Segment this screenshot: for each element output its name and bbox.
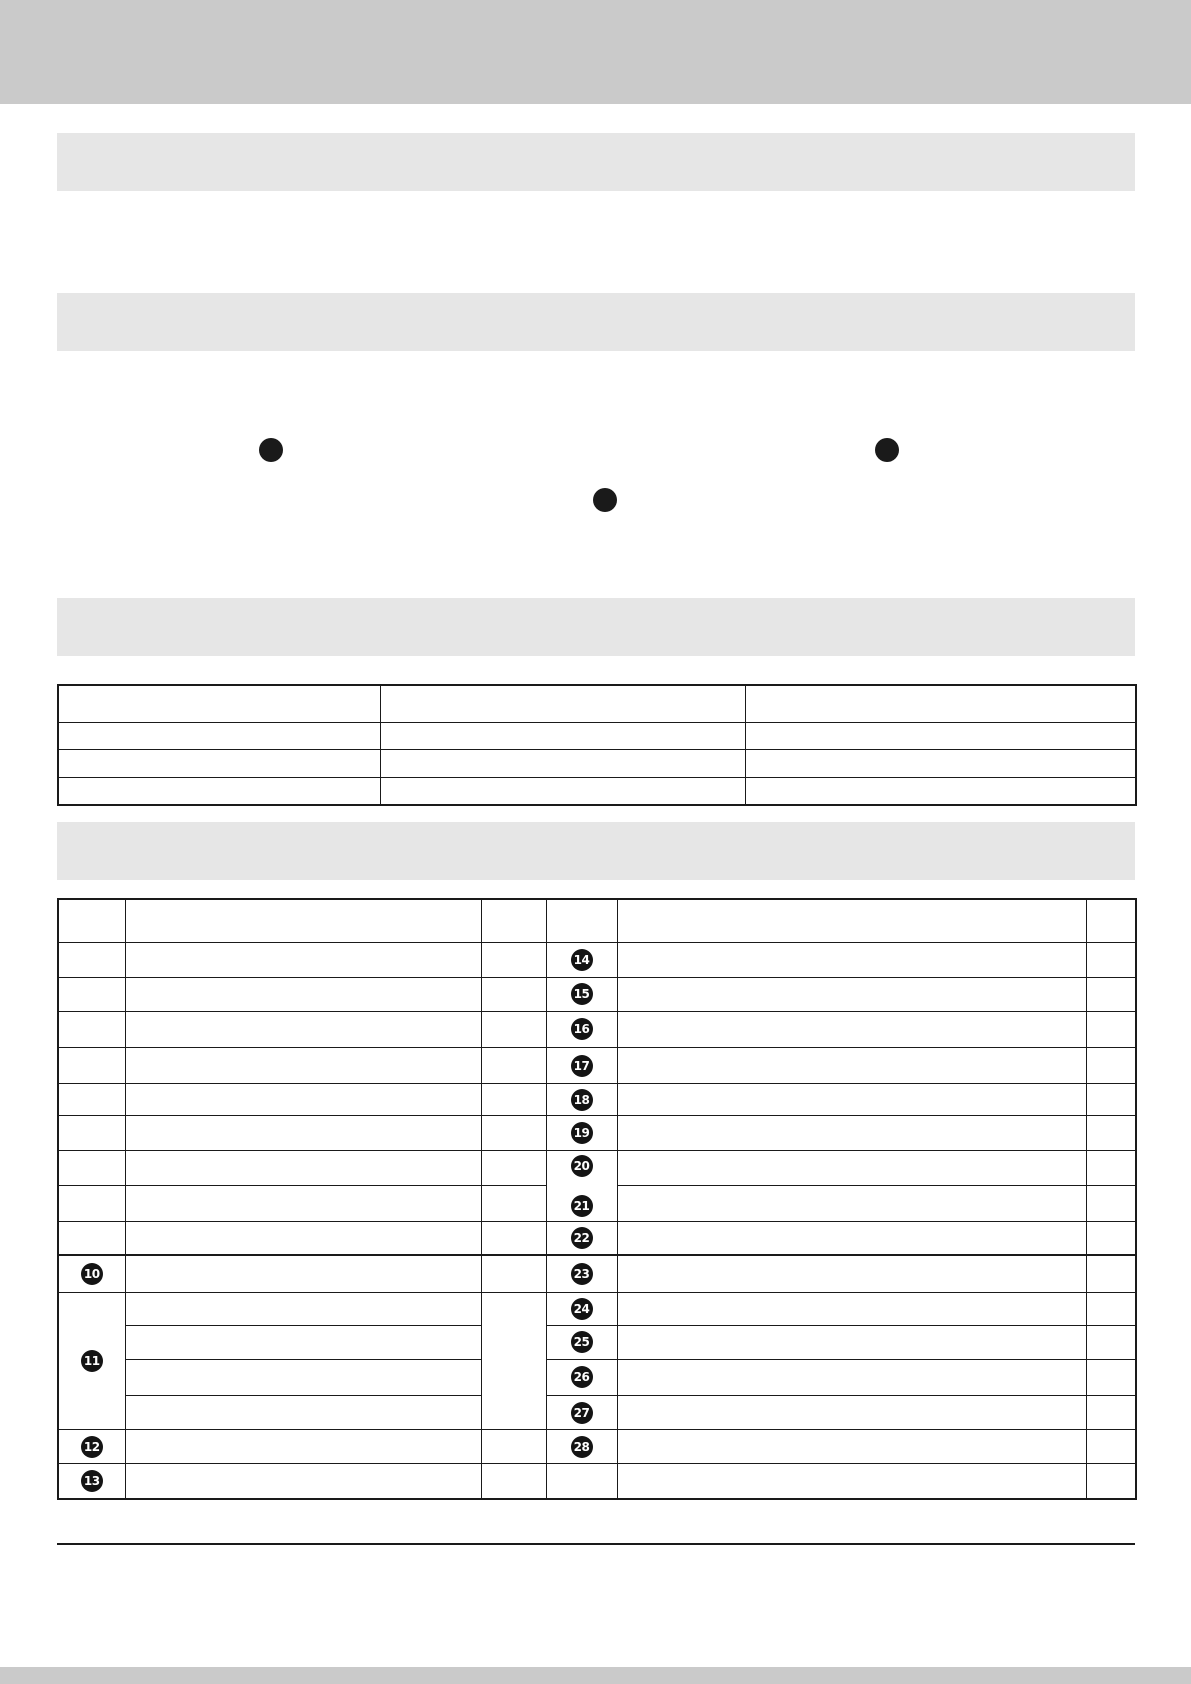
table-cell: [617, 1430, 1086, 1464]
table-cell: [1086, 1359, 1136, 1395]
table-cell: [617, 1255, 1086, 1292]
table-cell: [125, 1084, 481, 1116]
table-cell: [58, 1430, 125, 1464]
table-cell: [546, 1325, 617, 1359]
table-cell: [58, 685, 380, 722]
part-number-badge: 11: [81, 1350, 103, 1372]
callout-marker: [593, 488, 617, 512]
footer-divider: [57, 1543, 1135, 1545]
table-row: [58, 1292, 1136, 1325]
table-cell: [1086, 1151, 1136, 1186]
table-cell: [1086, 1116, 1136, 1151]
table-row: [58, 1464, 1136, 1499]
section-heading-bar-2: [57, 293, 1135, 351]
parts-table: [57, 898, 1137, 1500]
table-cell: [617, 1011, 1086, 1047]
table-header-row: [58, 899, 1136, 942]
table-cell: [125, 1396, 481, 1430]
table-cell: [58, 1186, 125, 1221]
table-cell: [1086, 1221, 1136, 1255]
table-cell: [546, 942, 617, 977]
table-cell: [546, 1047, 617, 1083]
table-row: [58, 1084, 1136, 1116]
table-row: [58, 749, 1136, 777]
table-cell: [546, 1116, 617, 1151]
footer-band: [0, 1667, 1191, 1684]
section-heading-bar-4: [57, 822, 1135, 880]
part-number-badge: 13: [81, 1470, 103, 1492]
table-cell: [58, 1292, 125, 1429]
table-row: [58, 1221, 1136, 1255]
header-band: [0, 0, 1191, 104]
table-cell: [617, 1464, 1086, 1499]
table-cell: [617, 1359, 1086, 1395]
table-cell: [58, 1221, 125, 1255]
part-number-badge: 21: [571, 1195, 593, 1217]
table-cell: [125, 1325, 481, 1359]
part-number-badge: 15: [571, 983, 593, 1005]
table-cell: [58, 749, 380, 777]
table-cell: [546, 1359, 617, 1395]
table-cell: [617, 942, 1086, 977]
part-number-badge: 16: [571, 1018, 593, 1040]
table-cell: [125, 1151, 481, 1186]
table-cell: [481, 1186, 546, 1221]
table-cell: [546, 1396, 617, 1430]
section-heading-bar-1: [57, 133, 1135, 191]
table-cell: [745, 777, 1136, 805]
part-number-badge: 17: [571, 1055, 593, 1077]
table-cell: [546, 1292, 617, 1325]
table-cell: [125, 1116, 481, 1151]
table-cell: [546, 1464, 617, 1499]
part-number-badge: 27: [571, 1402, 593, 1424]
table-row: [58, 1430, 1136, 1464]
section-heading-bar-3: [57, 598, 1135, 656]
table-cell: [1086, 1011, 1136, 1047]
table-cell: [125, 1047, 481, 1083]
table-cell: [481, 1430, 546, 1464]
table-cell: [125, 977, 481, 1011]
table-row: [58, 1116, 1136, 1151]
part-number-badge: 26: [571, 1366, 593, 1388]
table-cell: [617, 1292, 1086, 1325]
table-row: [58, 722, 1136, 749]
table-cell: [481, 1221, 546, 1255]
table-cell: [546, 1255, 617, 1292]
table-cell: [58, 942, 125, 977]
spec-table: [57, 684, 1137, 806]
table-cell: [617, 1047, 1086, 1083]
part-number-badge: 10: [81, 1263, 103, 1285]
table-cell: [58, 1084, 125, 1116]
part-number-badge: 25: [571, 1331, 593, 1353]
table-cell: [481, 942, 546, 977]
callout-marker: [259, 438, 283, 462]
part-number-badge: 23: [571, 1263, 593, 1285]
table-cell: [125, 1011, 481, 1047]
table-cell: [58, 1151, 125, 1186]
part-number-badge: 12: [81, 1436, 103, 1458]
part-number-badge: 28: [571, 1436, 593, 1458]
table-cell: [546, 1011, 617, 1047]
part-number-badge: 24: [571, 1298, 593, 1320]
table-cell: [617, 1221, 1086, 1255]
table-row: [58, 1396, 1136, 1430]
table-cell: [546, 1221, 617, 1255]
table-cell: [58, 722, 380, 749]
table-row: [58, 1255, 1136, 1292]
table-cell: [617, 977, 1086, 1011]
table-cell: [617, 899, 1086, 942]
table-cell: [125, 1430, 481, 1464]
table-cell: [481, 1047, 546, 1083]
table-cell: [58, 899, 125, 942]
table-cell: [617, 1084, 1086, 1116]
table-cell: [481, 1464, 546, 1499]
table-cell: [481, 1116, 546, 1151]
table-row: [58, 942, 1136, 977]
table-cell: [481, 1151, 546, 1186]
table-cell: [58, 777, 380, 805]
table-cell: [380, 749, 745, 777]
part-number-badge: 19: [571, 1122, 593, 1144]
table-cell: [1086, 1084, 1136, 1116]
callout-marker: [875, 438, 899, 462]
part-number-badge: 14: [571, 949, 593, 971]
table-cell: [617, 1151, 1086, 1186]
table-cell: [125, 1186, 481, 1221]
table-row: [58, 977, 1136, 1011]
table-cell: [380, 685, 745, 722]
table-cell: [1086, 1047, 1136, 1083]
table-cell: [125, 899, 481, 942]
table-cell: [481, 1255, 546, 1292]
table-cell: [1086, 1430, 1136, 1464]
table-cell: [1086, 899, 1136, 942]
table-row: [58, 1011, 1136, 1047]
table-cell: [125, 1464, 481, 1499]
table-cell: [125, 1221, 481, 1255]
table-cell: [125, 942, 481, 977]
table-cell: [1086, 1186, 1136, 1221]
table-cell: [380, 722, 745, 749]
table-cell: [617, 1396, 1086, 1430]
table-cell: [125, 1292, 481, 1325]
table-cell: [481, 1084, 546, 1116]
table-cell: [546, 1084, 617, 1116]
table-cell: [745, 685, 1136, 722]
table-cell: [58, 977, 125, 1011]
table-cell: [1086, 1325, 1136, 1359]
table-row: [58, 777, 1136, 805]
table-cell: [58, 1011, 125, 1047]
table-cell: [546, 899, 617, 942]
part-number-badge: 22: [571, 1227, 593, 1249]
badge-stack: [547, 1155, 617, 1217]
table-cell: [58, 1464, 125, 1499]
table-header-row: [58, 685, 1136, 722]
table-row: [58, 1325, 1136, 1359]
table-cell: [1086, 1396, 1136, 1430]
table-cell: [546, 1430, 617, 1464]
table-row: [58, 1151, 1136, 1186]
table-cell: [481, 899, 546, 942]
table-cell: [617, 1325, 1086, 1359]
table-cell: [125, 1359, 481, 1395]
table-cell: [617, 1116, 1086, 1151]
table-cell: [481, 1011, 546, 1047]
table-cell: [546, 977, 617, 1011]
table-cell: [1086, 1255, 1136, 1292]
table-cell: [380, 777, 745, 805]
table-cell: [58, 1116, 125, 1151]
table-cell: [745, 722, 1136, 749]
table-cell: [58, 1255, 125, 1292]
table-cell: [1086, 1292, 1136, 1325]
part-number-badge: 20: [571, 1155, 593, 1177]
table-cell: [1086, 942, 1136, 977]
table-cell: [58, 1047, 125, 1083]
table-cell: [1086, 977, 1136, 1011]
part-number-badge: 18: [571, 1089, 593, 1111]
table-cell: [617, 1186, 1086, 1221]
table-row: [58, 1047, 1136, 1083]
table-row: [58, 1359, 1136, 1395]
table-cell: [745, 749, 1136, 777]
table-cell: [546, 1151, 617, 1221]
table-cell: [125, 1255, 481, 1292]
table-cell: [481, 977, 546, 1011]
table-cell: [1086, 1464, 1136, 1499]
table-cell: [481, 1292, 546, 1429]
